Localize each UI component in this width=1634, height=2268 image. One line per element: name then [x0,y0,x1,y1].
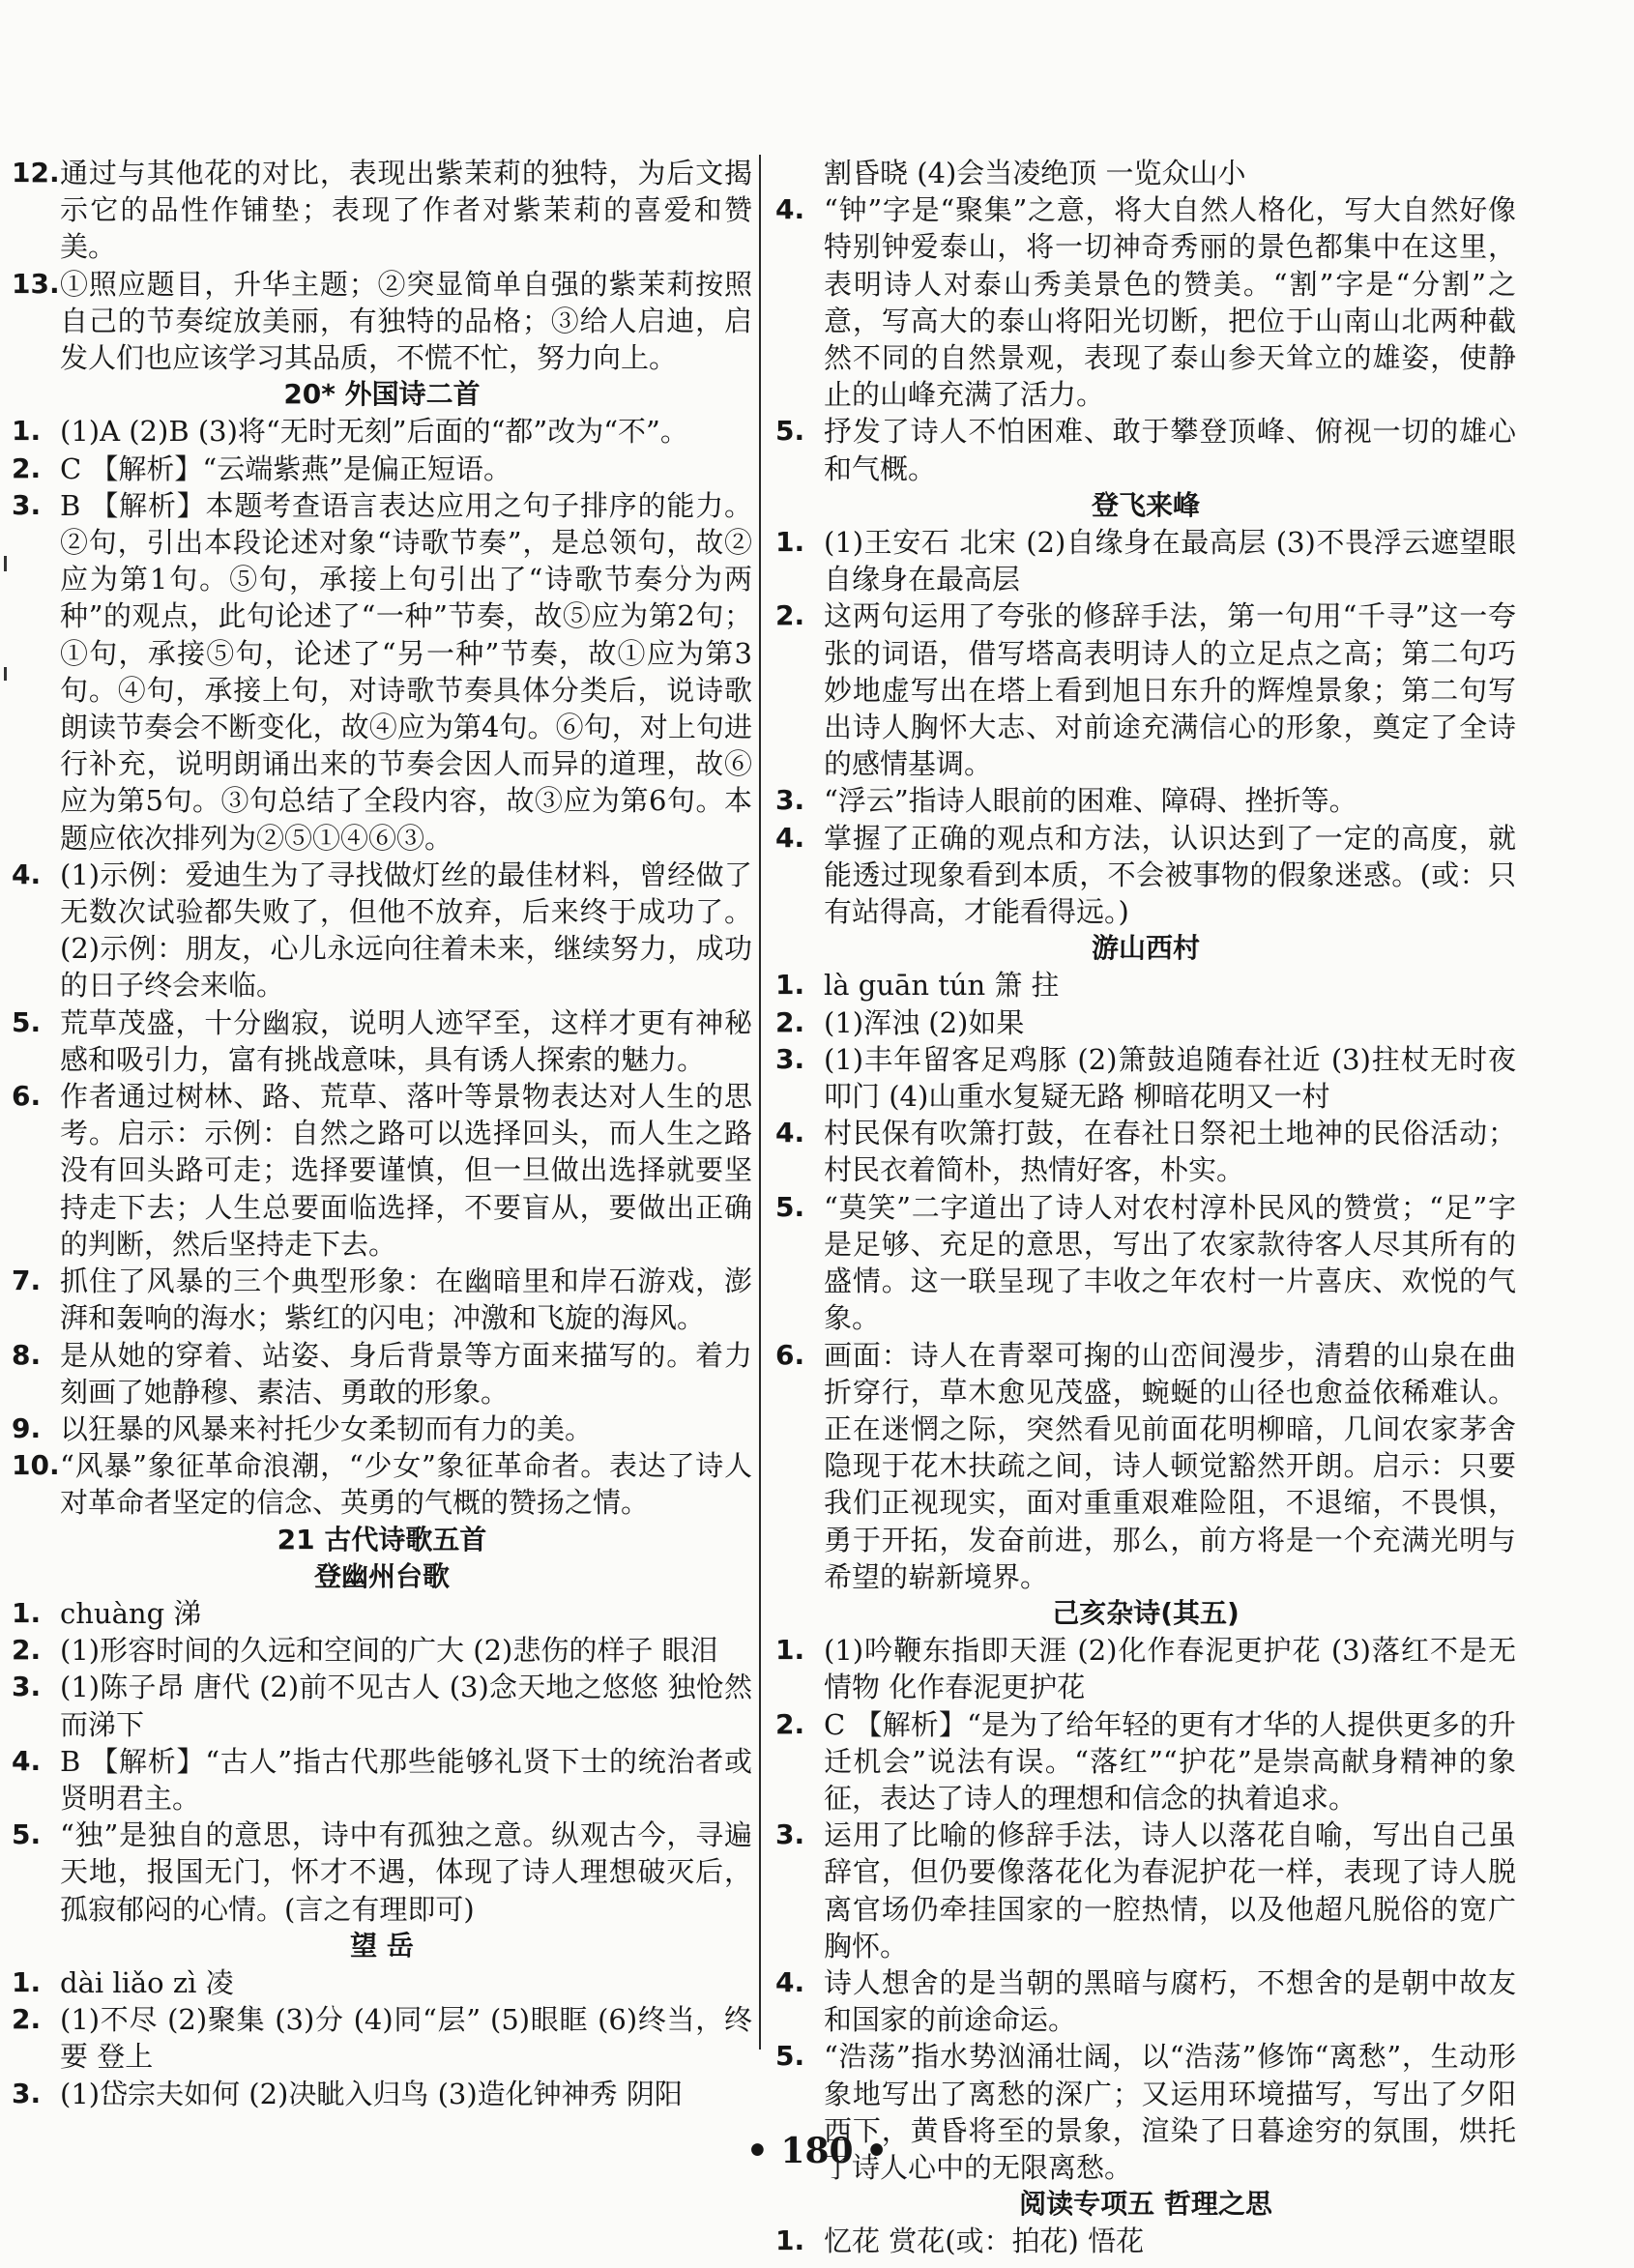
item-number: 6. [775,1338,805,1371]
answer-item [775,2223,1516,2259]
item-number: 1. [12,1965,42,1998]
item-number: 2. [775,599,805,632]
item-number: 1. [775,1634,805,1667]
item-text: C 【解析】“是为了给年轻的更有才华的人提供更多的升迁机会”说法有误。“落红”“护花”是崇高献身精神的象征，表达了诗人的理想和信念的执着追求。 [824,1707,1516,1815]
item-number: 4. [775,1965,805,1998]
answer-item [775,782,1516,819]
item-number: 10. [12,1449,60,1482]
answer-item [12,1447,752,1521]
item-number: 2. [775,1707,805,1740]
answer-item [12,487,752,857]
section-title: 登飞来峰 [1091,488,1200,521]
item-text: (1)陈子昂 唐代 (2)前不见古人 (3)念天地之悠悠 独怆然而涕下 [60,1671,752,1741]
item-number: 13. [12,267,60,300]
answer-item [12,2076,752,2112]
item-number: 3. [775,1818,805,1851]
item-text: dài liǎo zì 凌 [60,1965,234,1999]
answer-item [12,1595,752,1632]
answer-item [12,266,752,377]
item-text: 诗人想舍的是当朝的黑暗与腐朽，不想舍的是朝中故友和国家的前途命运。 [824,1965,1516,2037]
answer-item [775,1706,1516,1817]
item-number: 6. [12,1080,42,1113]
item-number: 7. [12,1265,42,1297]
item-number: 4. [12,1744,42,1777]
answer-item [775,1632,1516,1705]
item-text: “浩荡”指水势汹涌壮阔，以“浩荡”修饰“离愁”，生动形象地写出了离愁的深广；又运用环境描写，写出了夕阳西下，黄昏将至的景象，渲染了日暮途穷的氛围，烘托了诗人心中的无限离愁。 [824,2040,1516,2184]
item-number: 3. [12,2077,42,2109]
answer-item [12,857,752,1004]
item-text: (1)吟鞭东指即天涯 (2)化作春泥更护花 (3)落红不是无情物 化作春泥更护花 [824,1634,1516,1704]
item-number: 5. [12,1005,42,1038]
left-column [12,155,752,2112]
item-text: 村民保有吹箫打鼓，在春社日祭祀土地神的民俗活动；村民衣着简朴，热情好客，朴实。 [824,1117,1516,1187]
item-number: 4. [775,1117,805,1149]
answer-item [775,1189,1516,1337]
item-text: (1)王安石 北宋 (2)自缘身在最高层 (3)不畏浮云遮望眼 自缘身在最高层 [824,526,1516,596]
item-number: 5. [775,2040,805,2073]
answer-item [775,597,1516,782]
answer-item [775,1337,1516,1595]
item-number: 3. [12,1671,42,1703]
section-title: 登幽州台歌 [313,1559,450,1592]
item-text: ①照应题目，升华主题；②突显简单自强的紫茉莉按照自己的节奏绽放美丽，有独特的品格；③给人启迪，启发人们也应该学习其品质，不慌不忙，努力向上。 [60,267,752,375]
answer-item [775,524,1516,597]
item-text: (1)示例：爱迪生为了寻找做灯丝的最佳材料，曾经做了无数次试验都失败了，但他不放弃，后来终于成功了。(2)示例：朋友，心儿永远向往着未来，继续努力，成功的日子终会来临。 [60,858,752,1003]
item-number: 3. [12,488,42,521]
item-number: 2. [12,2003,42,2036]
item-number: 1. [775,2224,805,2257]
section-title: 20* 外国诗二首 [283,378,481,411]
item-text: 以狂暴的风暴来衬托少女柔韧而有力的美。 [60,1411,594,1445]
section-title: 游山西村 [1091,932,1200,965]
item-number: 1. [775,526,805,559]
item-number: 3. [775,1042,805,1075]
answer-item [12,451,752,487]
item-text: B 【解析】本题考查语言表达应用之句子排序的能力。②句，引出本段论述对象“诗歌节奏”，是总领句，故②应为第1句。⑤句，承接上句引出了“诗歌节奏分为两种”的观点，此句论述了“一种”节奏，故⑤应为第2句；①句，承接⑤句，论述了“另一种”节奏，故①应为第3句。④句，承接上句，对诗歌节奏具体分类后，说诗歌朗读节奏会不断变化，故④应为第4句。⑥句，对上句进行补充，说明朗诵出来的节奏会因人而异的道理，故⑥应为第5句。③句总结了全段内容，故③应为第6句。本题应依次排列为②⑤①④⑥③。 [60,488,752,855]
item-text: 这两句运用了夸张的修辞手法，第一句用“千寻”这一夸张的词语，借写塔高表明诗人的立足点之高；第二句巧妙地虚写出在塔上看到旭日东升的辉煌景象；第二句写出诗人胸怀大志、对前途充满信心的形象，奠定了全诗的感情基调。 [824,599,1516,781]
item-number: 5. [775,415,805,448]
item-text: (1)形容时间的久远和空间的广大 (2)悲伤的样子 眼泪 [60,1634,718,1668]
item-text: “独”是独自的意思，诗中有孤独之意。纵观古今，寻遍天地，报国无门，怀才不遇，体现了诗人理想破灭后，孤寂郁闷的心情。(言之有理即可) [60,1818,752,1926]
answer-item [12,1669,752,1742]
item-number: 1. [12,1596,42,1629]
answer-item [12,1004,752,1078]
answer-item [775,967,1516,1003]
item-number: 4. [775,821,805,854]
answer-item [12,1743,752,1817]
answer-item [12,1964,752,2001]
edge-mark [4,667,7,681]
answer-item [12,155,752,266]
item-number: 4. [775,193,805,226]
item-number: 2. [775,1005,805,1038]
section-title: 己亥杂诗(其五) [1052,1596,1240,1629]
answer-item [775,1964,1516,2038]
item-text: “莫笑”二字道出了诗人对农村淳朴民风的赞赏；“足”字是足够、充足的意思，写出了农家款待客人尽其所有的盛情。这一联呈现了丰收之年农村一片喜庆、欢悦的气象。 [824,1190,1516,1335]
section-title: 阅读专项五 哲理之思 [1019,2188,1272,2221]
item-text: B 【解析】“古人”指古代那些能够礼贤下士的统治者或贤明君主。 [60,1744,752,1815]
column-divider [759,155,761,2050]
item-text: “钟”字是“聚集”之意，将大自然人格化，写大自然好像特别钟爱泰山，将一切神奇秀丽的景色都集中在这里，表明诗人对泰山秀美景色的赞美。“割”字是“分割”之意，写高大的泰山将阳光切断，把位于山南山北两种截然不同的自然景观，表现了泰山参天耸立的雄姿，使静止的山峰充满了活力。 [824,193,1516,412]
item-text: (1)A (2)B (3)将“无时无刻”后面的“都”改为“不”。 [60,415,688,449]
item-number: 5. [12,1818,42,1851]
answer-item [775,191,1516,413]
item-number: 5. [775,1190,805,1223]
item-number: 1. [12,415,42,448]
right-column [775,155,1516,2260]
answer-item [12,413,752,450]
item-text: 掌握了正确的观点和方法，认识达到了一定的高度，就能透过现象看到本质，不会被事物的假象迷惑。(或：只有站得高，才能看得远。) [824,821,1516,929]
page-number: • 180 • [745,2131,889,2171]
answer-item [12,1817,752,1928]
item-text: 作者通过树林、路、荒草、落叶等景物表达对人生的思考。启示：示例：自然之路可以选择回头，而人生之路没有回头路可走；选择要谨慎，但一旦做出选择就要坚持走下去；人生总要面临选择，不要盲从，要做出正确的判断，然后坚持走下去。 [60,1080,752,1261]
item-text: 割昏晓 (4)会当凌绝顶 一览众山小 [824,157,1246,189]
section-title: 21 古代诗歌五首 [277,1523,487,1556]
answer-item [12,2001,752,2075]
item-text: (1)岱宗夫如何 (2)决眦入归鸟 (3)造化钟神秀 阴阳 [60,2077,683,2110]
answer-item [12,1078,752,1263]
answer-item [775,1115,1516,1188]
item-text: 抒发了诗人不怕困难、敢于攀登顶峰、俯视一切的雄心和气概。 [824,415,1516,485]
item-text: (1)不尽 (2)聚集 (3)分 (4)同“层” (5)眼眶 (6)终当，终要 登上 [60,2003,752,2074]
answer-item [775,1817,1516,1964]
answer-item [775,820,1516,931]
answer-item [12,1337,752,1410]
item-number: 3. [775,784,805,817]
item-number: 8. [12,1338,42,1371]
item-number: 1. [775,969,805,1002]
answer-item [775,1004,1516,1041]
answer-item [775,1041,1516,1115]
item-text: là guān tún 箫 拄 [824,969,1060,1003]
item-number: 9. [12,1411,42,1444]
item-text: 忆花 赏花(或：拍花) 悟花 [824,2224,1145,2258]
answer-item [12,1263,752,1336]
section-title: 望 岳 [350,1929,414,1962]
item-text: 通过与其他花的对比，表现出紫茉莉的独特，为后文揭示它的品性作铺垫；表现了作者对紫茉莉的喜爱和赞美。 [60,157,752,264]
item-text: 抓住了风暴的三个典型形象：在幽暗里和岸石游戏，澎湃和轰响的海水；紫红的闪电；冲激和飞旋的海风。 [60,1265,752,1335]
item-number: 4. [12,858,42,890]
item-text: “浮云”指诗人眼前的困难、障碍、挫折等。 [824,784,1357,818]
item-text: 是从她的穿着、站姿、身后背景等方面来描写的。着力刻画了她静穆、素洁、勇敢的形象。 [60,1338,752,1409]
item-number: 12. [12,157,60,189]
item-text: chuàng 涕 [60,1596,202,1630]
item-text: C 【解析】“云端紫燕”是偏正短语。 [60,451,512,485]
answer-item [775,155,1516,191]
item-text: (1)丰年留客足鸡豚 (2)箫鼓追随春社近 (3)拄杖无时夜叩门 (4)山重水复疑无路 柳暗花明又一村 [824,1042,1516,1114]
answer-item [12,1632,752,1669]
item-text: 画面：诗人在青翠可掬的山峦间漫步，清碧的山泉在曲折穿行，草木愈见茂盛，蜿蜒的山径也愈益依稀难认。正在迷惘之际，突然看见前面花明柳暗，几间农家茅舍隐现于花木扶疏之间，诗人顿觉豁然开朗。启示：只要我们正视现实，面对重重艰难险阻，不退缩，不畏惧，勇于开拓，发奋前进，那么，前方将是一个充满光明与希望的崭新境界。 [824,1338,1516,1593]
item-text: 荒草茂盛，十分幽寂，说明人迹罕至，这样才更有神秘感和吸引力，富有挑战意味，具有诱人探索的魅力。 [60,1005,752,1076]
answer-item [775,413,1516,486]
item-text: (1)浑浊 (2)如果 [824,1005,1025,1039]
answer-item [12,1410,752,1447]
item-number: 2. [12,451,42,484]
edge-mark [4,556,7,571]
item-text: 运用了比喻的修辞手法，诗人以落花自喻，写出自己虽辞官，但仍要像落花化为春泥护花一样，表现了诗人脱离官场仍牵挂国家的一腔热情，以及他超凡脱俗的宽广胸怀。 [824,1818,1516,1963]
item-number: 2. [12,1634,42,1667]
item-text: “风暴”象征革命浪潮，“少女”象征革命者。表达了诗人对革命者坚定的信念、英勇的气概的赞扬之情。 [60,1449,752,1520]
